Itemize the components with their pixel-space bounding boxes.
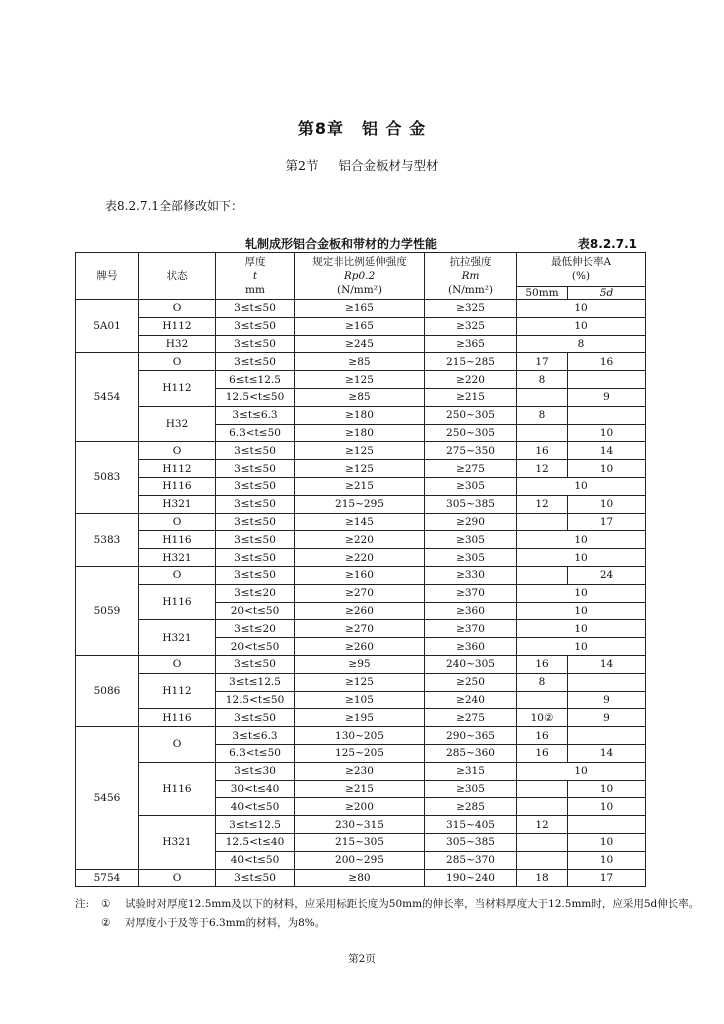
cell-grade: 5059 (76, 566, 139, 655)
table-row (76, 727, 646, 745)
cell-yield-strength: ≥145 (295, 513, 425, 531)
table-row (76, 762, 646, 780)
cell-elongation-5d: 10 (568, 798, 646, 816)
table-row (76, 513, 646, 531)
cell-temper: O (139, 566, 216, 584)
cell-yield-strength: ≥270 (295, 620, 425, 638)
cell-elongation-5d (568, 673, 646, 691)
cell-yield-strength: ≥260 (295, 602, 425, 620)
cell-thickness: 12.5<t≤50 (216, 691, 295, 709)
cell-elongation-5d (568, 371, 646, 389)
cell-temper: H321 (139, 620, 216, 656)
table-body (76, 300, 646, 887)
cell-grade: 5083 (76, 442, 139, 513)
cell-thickness: 3≤t≤6.3 (216, 406, 295, 424)
cell-elongation-5d: 17 (568, 869, 646, 887)
cell-elongation-50mm: 16 (517, 727, 568, 745)
cell-temper: O (139, 869, 216, 887)
header-tensile (425, 253, 517, 300)
cell-thickness: 3≤t≤50 (216, 495, 295, 513)
cell-temper: H32 (139, 335, 216, 353)
cell-tensile-strength: 250~305 (425, 424, 517, 442)
header-thickness-symbol: t (252, 270, 258, 282)
cell-temper: H112 (139, 371, 216, 407)
cell-tensile-strength: ≥240 (425, 691, 517, 709)
cell-elongation: 10 (517, 549, 646, 567)
cell-elongation-50mm: 12 (517, 460, 568, 478)
cell-yield-strength: ≥180 (295, 406, 425, 424)
cell-temper: H321 (139, 816, 216, 869)
table-notes (75, 895, 700, 933)
cell-tensile-strength: 250~305 (425, 406, 517, 424)
cell-yield-strength: 230~315 (295, 816, 425, 834)
cell-thickness: 3≤t≤12.5 (216, 816, 295, 834)
cell-yield-strength: ≥165 (295, 300, 425, 318)
cell-thickness: 12.5<t≤40 (216, 833, 295, 851)
cell-elongation-50mm (517, 780, 568, 798)
cell-thickness: 3≤t≤50 (216, 317, 295, 335)
note-1 (75, 895, 700, 914)
cell-tensile-strength: ≥275 (425, 709, 517, 727)
cell-thickness: 6.3<t≤50 (216, 744, 295, 762)
cell-temper: H116 (139, 584, 216, 620)
cell-elongation-5d (568, 816, 646, 834)
cell-thickness: 3≤t≤30 (216, 762, 295, 780)
cell-tensile-strength: 305~385 (425, 495, 517, 513)
cell-thickness: 3≤t≤50 (216, 442, 295, 460)
cell-yield-strength: ≥80 (295, 869, 425, 887)
table-title: 轧制成形铝合金板和带材的力学性能 (245, 237, 438, 251)
cell-tensile-strength: 315~405 (425, 816, 517, 834)
cell-yield-strength: 200~295 (295, 851, 425, 869)
cell-elongation-50mm (517, 798, 568, 816)
cell-tensile-strength: ≥215 (425, 388, 517, 406)
cell-elongation-5d: 10 (568, 460, 646, 478)
cell-temper: H32 (139, 406, 216, 442)
cell-yield-strength: ≥220 (295, 549, 425, 567)
cell-thickness: 6≤t≤12.5 (216, 371, 295, 389)
cell-elongation-5d: 10 (568, 833, 646, 851)
cell-thickness: 3≤t≤50 (216, 460, 295, 478)
note-text: 试验时对厚度12.5mm及以下的材料，应采用标距长度为50mm的伸长率，当材料厚度大于12.5mm时，应采用5d伸长率。 (125, 898, 700, 910)
cell-grade: 5454 (76, 353, 139, 442)
cell-tensile-strength: 215~285 (425, 353, 517, 371)
cell-elongation-5d: 14 (568, 655, 646, 673)
cell-yield-strength: ≥85 (295, 388, 425, 406)
cell-tensile-strength: ≥305 (425, 780, 517, 798)
header-tensile-symbol: Rm (461, 270, 480, 282)
cell-tensile-strength: ≥325 (425, 317, 517, 335)
cell-thickness: 3≤t≤50 (216, 335, 295, 353)
cell-tensile-strength: 190~240 (425, 869, 517, 887)
cell-thickness: 30<t≤40 (216, 780, 295, 798)
note-number: ② (101, 917, 111, 929)
cell-thickness: 3≤t≤50 (216, 655, 295, 673)
cell-tensile-strength: ≥285 (425, 798, 517, 816)
cell-tensile-strength: ≥290 (425, 513, 517, 531)
cell-elongation-50mm (517, 388, 568, 406)
cell-temper: H321 (139, 549, 216, 567)
table-row (76, 709, 646, 727)
header-elongation-label: 最低伸长率A (550, 256, 612, 269)
cell-tensile-strength: ≥370 (425, 584, 517, 602)
cell-elongation-5d: 10 (568, 780, 646, 798)
cell-tensile-strength: ≥330 (425, 566, 517, 584)
cell-elongation-50mm (517, 833, 568, 851)
cell-temper: H112 (139, 460, 216, 478)
cell-tensile-strength: 285~360 (425, 744, 517, 762)
cell-elongation-50mm (517, 424, 568, 442)
table-row (76, 566, 646, 584)
cell-elongation-5d (568, 727, 646, 745)
cell-grade: 5086 (76, 655, 139, 726)
page-number: 第2页 (348, 953, 376, 965)
cell-thickness: 40<t≤50 (216, 851, 295, 869)
cell-thickness: 3≤t≤50 (216, 300, 295, 318)
cell-grade: 5383 (76, 513, 139, 566)
cell-temper: O (139, 300, 216, 318)
cell-elongation: 10 (517, 602, 646, 620)
cell-thickness: 3≤t≤50 (216, 549, 295, 567)
table-row (76, 442, 646, 460)
cell-tensile-strength: ≥250 (425, 673, 517, 691)
cell-tensile-strength: ≥360 (425, 602, 517, 620)
intro-text: 表8.2.7.1全部修改如下： (105, 199, 243, 213)
header-yield (295, 253, 425, 300)
header-thickness (216, 253, 295, 300)
cell-elongation-5d: 10 (568, 424, 646, 442)
cell-yield-strength: ≥195 (295, 709, 425, 727)
cell-temper: H116 (139, 531, 216, 549)
cell-grade: 5456 (76, 727, 139, 869)
cell-elongation-50mm: 18 (517, 869, 568, 887)
cell-thickness: 3≤t≤12.5 (216, 673, 295, 691)
table-row (76, 460, 646, 478)
mechanical-properties-table (75, 252, 646, 887)
cell-yield-strength: ≥215 (295, 477, 425, 495)
cell-thickness: 3≤t≤50 (216, 869, 295, 887)
cell-tensile-strength: ≥220 (425, 371, 517, 389)
cell-temper: O (139, 353, 216, 371)
cell-yield-strength: ≥220 (295, 531, 425, 549)
cell-temper: H112 (139, 673, 216, 709)
table-row (76, 300, 646, 318)
header-elongation-unit: (%) (571, 270, 591, 283)
section-number: 第2节 (285, 158, 319, 173)
cell-tensile-strength: 290~365 (425, 727, 517, 745)
cell-elongation-50mm: 16 (517, 442, 568, 460)
cell-tensile-strength: ≥305 (425, 531, 517, 549)
cell-yield-strength: ≥215 (295, 780, 425, 798)
header-tensile-label: 抗拉强度 (449, 256, 492, 268)
cell-elongation-5d (568, 406, 646, 424)
cell-elongation-5d: 24 (568, 566, 646, 584)
table-row (76, 869, 646, 887)
header-temper: 状态 (139, 253, 216, 300)
header-yield-symbol: Rp0.2 (343, 270, 376, 282)
cell-tensile-strength: ≥325 (425, 300, 517, 318)
cell-yield-strength: ≥180 (295, 424, 425, 442)
cell-tensile-strength: ≥305 (425, 549, 517, 567)
cell-temper: O (139, 727, 216, 763)
cell-yield-strength: 215~305 (295, 833, 425, 851)
cell-yield-strength: ≥270 (295, 584, 425, 602)
note-2 (75, 914, 675, 933)
chapter-number: 第8章 (297, 119, 344, 138)
table-row (76, 353, 646, 371)
cell-elongation-5d: 14 (568, 744, 646, 762)
cell-thickness: 20<t≤50 (216, 602, 295, 620)
header-elongation-50mm: 50mm (517, 286, 568, 299)
table-row (76, 531, 646, 549)
cell-elongation: 10 (517, 762, 646, 780)
chapter-heading (0, 116, 724, 139)
cell-thickness: 3≤t≤20 (216, 620, 295, 638)
cell-yield-strength: ≥125 (295, 442, 425, 460)
cell-tensile-strength: 275~350 (425, 442, 517, 460)
cell-elongation-5d: 10 (568, 495, 646, 513)
cell-elongation-5d: 17 (568, 513, 646, 531)
cell-elongation-50mm: 12 (517, 816, 568, 834)
header-yield-unit: (N/mm²) (336, 284, 383, 296)
cell-yield-strength: ≥125 (295, 460, 425, 478)
cell-elongation: 10 (517, 638, 646, 656)
cell-thickness: 3≤t≤6.3 (216, 727, 295, 745)
cell-tensile-strength: ≥275 (425, 460, 517, 478)
table-number: 表8.2.7.1 (577, 237, 637, 251)
section-heading (0, 156, 724, 174)
cell-tensile-strength: 285~370 (425, 851, 517, 869)
cell-thickness: 3≤t≤50 (216, 477, 295, 495)
cell-thickness: 12.5<t≤50 (216, 388, 295, 406)
cell-thickness: 6.3<t≤50 (216, 424, 295, 442)
cell-temper: H116 (139, 477, 216, 495)
cell-elongation-5d: 14 (568, 442, 646, 460)
cell-yield-strength: ≥85 (295, 353, 425, 371)
cell-thickness: 3≤t≤50 (216, 709, 295, 727)
table-row (76, 335, 646, 353)
cell-tensile-strength: ≥365 (425, 335, 517, 353)
table-row (76, 584, 646, 602)
note-text: 对厚度小于及等于6.3mm的材料，为8%。 (125, 917, 326, 929)
header-tensile-unit: (N/mm²) (447, 284, 494, 296)
cell-thickness: 20<t≤50 (216, 638, 295, 656)
cell-yield-strength: ≥230 (295, 762, 425, 780)
cell-elongation: 10 (517, 300, 646, 318)
header-thickness-unit: mm (245, 284, 265, 296)
table-row (76, 406, 646, 424)
cell-yield-strength: 215~295 (295, 495, 425, 513)
cell-elongation: 10 (517, 317, 646, 335)
cell-thickness: 3≤t≤50 (216, 566, 295, 584)
table-row (76, 673, 646, 691)
cell-temper: H321 (139, 495, 216, 513)
cell-tensile-strength: ≥315 (425, 762, 517, 780)
cell-elongation: 10 (517, 477, 646, 495)
cell-elongation-5d: 9 (568, 709, 646, 727)
cell-tensile-strength: 305~385 (425, 833, 517, 851)
cell-elongation-50mm: 8 (517, 673, 568, 691)
cell-tensile-strength: 240~305 (425, 655, 517, 673)
cell-elongation-50mm: 8 (517, 371, 568, 389)
cell-elongation-50mm (517, 691, 568, 709)
cell-temper: O (139, 655, 216, 673)
header-thickness-label: 厚度 (244, 256, 266, 268)
table-caption (75, 235, 645, 251)
cell-yield-strength: ≥125 (295, 673, 425, 691)
cell-thickness: 40<t≤50 (216, 798, 295, 816)
cell-elongation-50mm: 10② (517, 709, 568, 727)
chapter-title: 铝 合 金 (361, 119, 427, 138)
table-row (76, 495, 646, 513)
cell-temper: H116 (139, 762, 216, 815)
cell-yield-strength: ≥125 (295, 371, 425, 389)
table-row (76, 655, 646, 673)
cell-temper: O (139, 442, 216, 460)
cell-elongation-50mm: 16 (517, 655, 568, 673)
cell-elongation-50mm (517, 851, 568, 869)
header-yield-label: 规定非比例延伸强度 (312, 256, 407, 268)
cell-yield-strength: ≥105 (295, 691, 425, 709)
cell-tensile-strength: ≥370 (425, 620, 517, 638)
cell-elongation-5d: 9 (568, 691, 646, 709)
cell-yield-strength: ≥160 (295, 566, 425, 584)
table-row (76, 477, 646, 495)
cell-thickness: 3≤t≤50 (216, 353, 295, 371)
table-row (76, 371, 646, 389)
cell-thickness: 3≤t≤50 (216, 513, 295, 531)
table-row (76, 317, 646, 335)
cell-thickness: 3≤t≤50 (216, 531, 295, 549)
cell-thickness: 3≤t≤20 (216, 584, 295, 602)
table-row (76, 620, 646, 638)
cell-grade: 5754 (76, 869, 139, 887)
cell-temper: H116 (139, 709, 216, 727)
cell-elongation-50mm (517, 566, 568, 584)
cell-elongation-50mm: 8 (517, 406, 568, 424)
cell-elongation-5d: 10 (568, 851, 646, 869)
cell-elongation-50mm: 17 (517, 353, 568, 371)
cell-yield-strength: 130~205 (295, 727, 425, 745)
cell-elongation-5d: 9 (568, 388, 646, 406)
header-grade: 牌号 (76, 253, 139, 300)
section-title: 铝合金板材与型材 (338, 158, 439, 173)
cell-elongation: 10 (517, 620, 646, 638)
cell-elongation-50mm: 16 (517, 744, 568, 762)
cell-elongation-50mm (517, 513, 568, 531)
cell-elongation-5d: 16 (568, 353, 646, 371)
cell-yield-strength: ≥260 (295, 638, 425, 656)
cell-yield-strength: ≥95 (295, 655, 425, 673)
cell-elongation: 8 (517, 335, 646, 353)
table-row (76, 816, 646, 834)
cell-tensile-strength: ≥360 (425, 638, 517, 656)
table-header (76, 253, 646, 300)
cell-elongation: 10 (517, 531, 646, 549)
cell-yield-strength: 125~205 (295, 744, 425, 762)
cell-elongation: 10 (517, 584, 646, 602)
cell-elongation-50mm: 12 (517, 495, 568, 513)
note-number: ① (101, 898, 111, 910)
table-row (76, 549, 646, 567)
cell-yield-strength: ≥165 (295, 317, 425, 335)
cell-tensile-strength: ≥305 (425, 477, 517, 495)
cell-grade: 5A01 (76, 300, 139, 353)
cell-yield-strength: ≥200 (295, 798, 425, 816)
header-elongation-5d: 5d (568, 286, 646, 299)
cell-temper: O (139, 513, 216, 531)
notes-label: 注: (75, 898, 90, 910)
cell-yield-strength: ≥245 (295, 335, 425, 353)
cell-temper: H112 (139, 317, 216, 335)
header-elongation (517, 253, 646, 287)
